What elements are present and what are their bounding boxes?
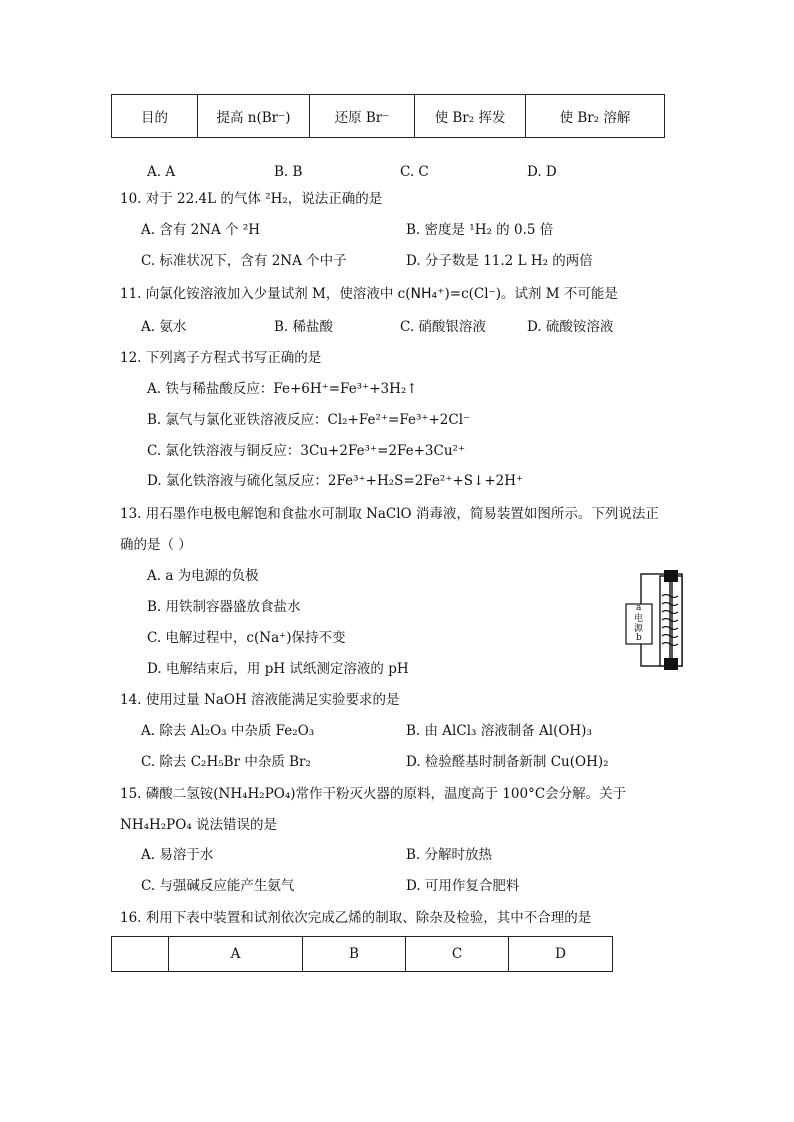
electrolysis-figure — [624, 562, 688, 677]
table-cell: 使 Br₂ 溶解 — [526, 95, 665, 138]
q13-option-a: A. a 为电源的负极 — [147, 568, 259, 584]
q13-option-c: C. 电解过程中，c(Na⁺)保持不变 — [147, 630, 346, 646]
q10-option-b: B. 密度是 ¹H₂ 的 0.5 倍 — [406, 222, 554, 238]
q14-option-a: A. 除去 Al₂O₃ 中杂质 Fe₂O₃ — [141, 723, 315, 739]
apparatus-table — [111, 936, 613, 972]
q12-option-c: C. 氯化铁溶液与铜反应：3Cu+2Fe³⁺=2Fe+3Cu²⁺ — [147, 443, 466, 459]
table-cell — [112, 937, 169, 972]
terminal-b-label: b — [636, 633, 642, 643]
table-cell: A — [169, 937, 303, 972]
q14-option-c: C. 除去 C₂H₅Br 中杂质 Br₂ — [141, 754, 311, 770]
q13-option-d: D. 电解结束后，用 pH 试纸测定溶液的 pH — [147, 661, 409, 677]
q9-option-b: B. B — [274, 164, 303, 180]
q15-option-a: A. 易溶于水 — [141, 847, 214, 863]
q15-option-b: B. 分解时放热 — [406, 847, 493, 863]
q11-option-a: A. 氨水 — [141, 319, 187, 335]
q14-option-b: B. 由 AlCl₃ 溶液制备 Al(OH)₃ — [406, 723, 592, 739]
q9-option-a: A. A — [147, 164, 176, 180]
q13-option-b: B. 用铁制容器盛放食盐水 — [147, 599, 301, 615]
q11-option-c: C. 硝酸银溶液 — [400, 319, 486, 335]
q15-stem-line2: NH₄H₂PO₄ 说法错误的是 — [120, 817, 278, 833]
power-source-label-2: 源 — [634, 624, 644, 634]
q15-stem-line1: 15. 磷酸二氢铵(NH₄H₂PO₄)常作干粉灭火器的原料，温度高于 100°C会分解。关于 — [120, 786, 627, 802]
q11-option-b: B. 稀盐酸 — [274, 319, 334, 335]
q14-stem: 14. 使用过量 NaOH 溶液能满足实验要求的是 — [120, 692, 400, 708]
q11-stem-end: )=c(Cl⁻)。试剂 M 不可能是 — [444, 286, 618, 302]
q10-stem: 10. 对于 22.4L 的气体 ²H₂，说法正确的是 — [120, 191, 383, 207]
table-cell: 提高 n(Br⁻) — [198, 95, 310, 138]
q11-stem — [120, 285, 618, 303]
q11-stem-start: 11. 向氯化铵溶液加入少量试剂 M，使溶液中 c( — [120, 286, 411, 302]
table-cell: 使 Br₂ 挥发 — [415, 95, 526, 138]
purpose-table — [111, 94, 665, 138]
q10-option-c: C. 标准状况下，含有 2NA 个中子 — [141, 253, 347, 269]
q9-option-d: D. D — [527, 164, 557, 180]
q10-option-d: D. 分子数是 11.2 L H₂ 的两倍 — [406, 253, 593, 269]
terminal-a-label: a — [636, 603, 642, 613]
q13-stem-line2: 确的是（ ） — [120, 537, 192, 553]
table-cell: 目的 — [112, 95, 198, 138]
q12-option-d: D. 氯化铁溶液与硫化氢反应：2Fe³⁺+H₂S=2Fe²⁺+S↓+2H⁺ — [147, 473, 524, 489]
q14-option-d: D. 检验醛基时制备新制 Cu(OH)₂ — [406, 754, 609, 770]
q16-stem: 16. 利用下表中装置和试剂依次完成乙烯的制取、除杂及检验，其中不合理的是 — [120, 910, 592, 926]
q10-option-a: A. 含有 2NA 个 ²H — [141, 222, 261, 238]
table-cell: B — [303, 937, 406, 972]
table-cell: 还原 Br⁻ — [310, 95, 415, 138]
ammonium-ion: NH₄⁺ — [410, 286, 445, 302]
table-cell: C — [406, 937, 509, 972]
q12-stem: 12. 下列离子方程式书写正确的是 — [120, 350, 322, 366]
table-cell: D — [509, 937, 613, 972]
q15-option-c: C. 与强碱反应能产生氨气 — [141, 878, 295, 894]
q12-option-a: A. 铁与稀盐酸反应：Fe+6H⁺=Fe³⁺+3H₂↑ — [147, 381, 418, 397]
q13-stem-line1: 13. 用石墨作电极电解饱和食盐水可制取 NaClO 消毒液，简易装置如图所示。下列说法正 — [120, 506, 659, 522]
q15-option-d: D. 可用作复合肥料 — [406, 878, 520, 894]
q11-option-d: D. 硫酸铵溶液 — [527, 319, 614, 335]
q9-option-c: C. C — [400, 164, 429, 180]
power-source-label-1: 电 — [634, 614, 644, 624]
q12-option-b: B. 氯气与氯化亚铁溶液反应：Cl₂+Fe²⁺=Fe³⁺+2Cl⁻ — [147, 412, 471, 428]
